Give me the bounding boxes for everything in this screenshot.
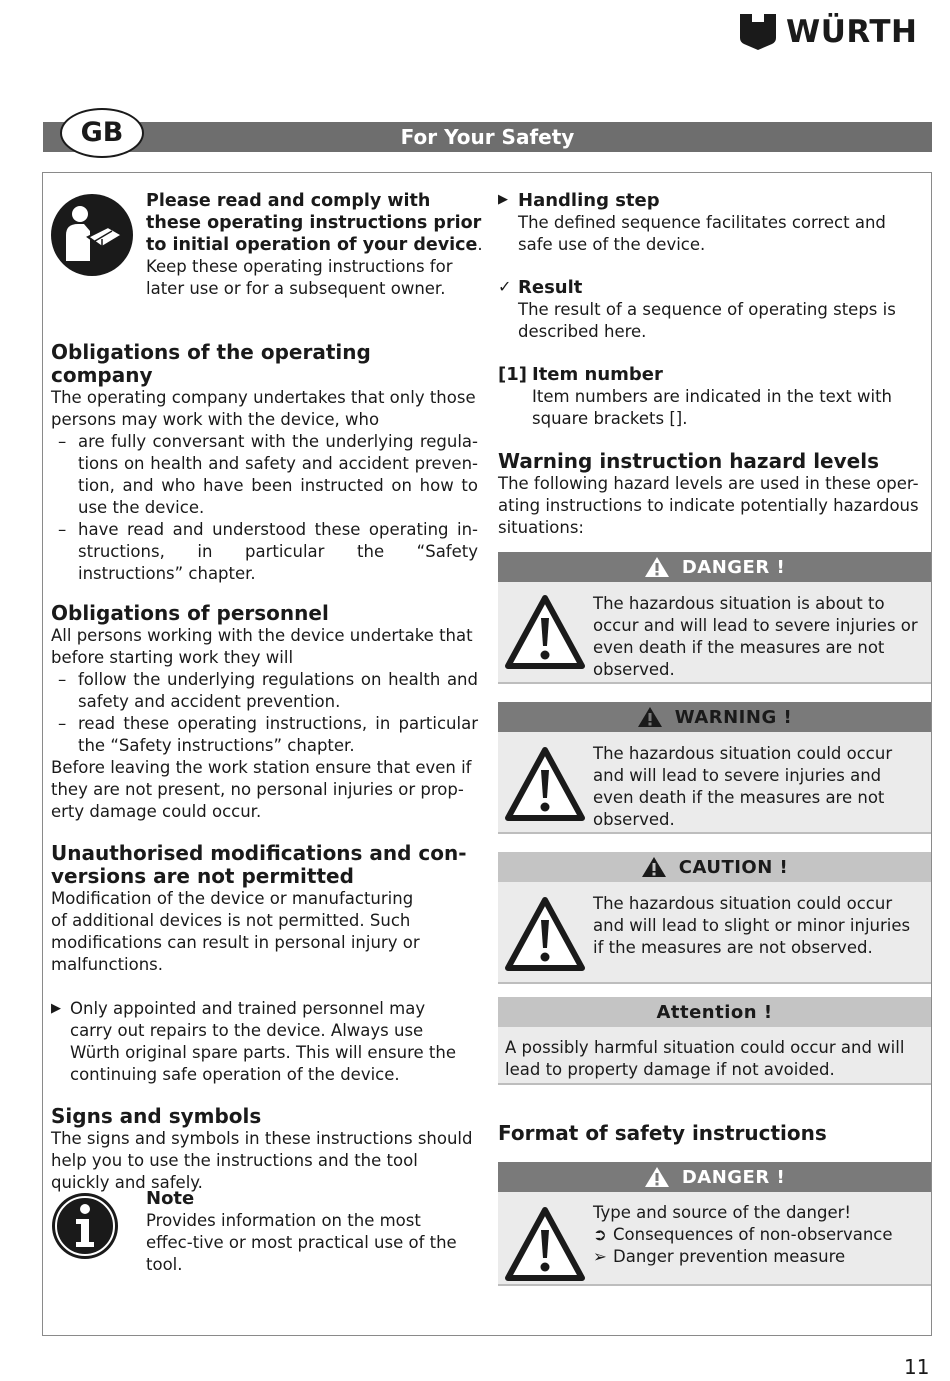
caution-box — [498, 852, 931, 984]
format-line-1: Type and source of the danger! — [593, 1203, 852, 1222]
page-title: For Your Safety — [400, 125, 575, 149]
danger-text: The hazardous situation is about to occur and will lead to severe injuries or even death if the measures are not observed. — [593, 594, 918, 679]
format-text — [593, 1202, 925, 1268]
obligations-personnel-text: All persons working with the device undertake that before starting work they will — [51, 626, 473, 667]
language-badge: GB — [60, 108, 144, 158]
obligations-personnel-title: Obligations of personnel — [51, 601, 329, 625]
obligations-personnel-after: Before leaving the work station ensure that even if they are not present, no personal injuries or prop-erty damage could occur. — [51, 758, 472, 821]
format-title: Format of safety instructions — [498, 1121, 827, 1145]
warning-triangle-icon — [644, 556, 670, 578]
page-number: 11 — [904, 1355, 930, 1379]
note-text: Provides information on the most effec-tive or most practical use of the tool. — [146, 1211, 457, 1274]
hazard-levels-text: The following hazard levels are used in these oper-ating instructions to indicate potentially hazardous situations: — [498, 474, 919, 537]
modifications-title: Unauthorised modifications and con-versions are not permitted — [51, 841, 467, 888]
handling-legend: ▶ Handling step The defined sequence facilitates correct and safe use of the device. — [498, 190, 886, 254]
format-line-2: ➲ Consequences of non-observance — [593, 1225, 893, 1244]
arrow-circle-icon: ➲ — [593, 1225, 607, 1244]
item-number-legend: [1] Item number Item numbers are indicated in the text with square brackets []. — [498, 364, 893, 428]
warning-box — [498, 702, 931, 834]
result-legend: ✓ Result The result of a sequence of operating steps is described here. — [498, 277, 896, 341]
right-column — [498, 190, 923, 539]
warning-triangle-icon — [504, 1206, 586, 1282]
hazard-levels-title: Warning instruction hazard levels — [498, 449, 879, 473]
warning-triangle-icon — [641, 856, 667, 878]
handling-step-item: ▶ Only appointed and trained personnel may carry out repairs to the device. Always use Würth original spare parts. This will ensure the continuing safe operation of the device. — [51, 999, 456, 1084]
list-item: – read these operating instructions, in particular the “Safety instructions” chapter. — [58, 714, 478, 755]
danger-box — [498, 552, 931, 684]
warning-triangle-icon — [644, 1166, 670, 1188]
triangle-right-icon: ▶ — [51, 1001, 61, 1016]
obligations-company-title: Obligations of the operating company — [51, 340, 371, 387]
warning-header: WARNING ! — [498, 702, 931, 732]
caution-header: CAUTION ! — [498, 852, 931, 882]
caution-text: The hazardous situation could occur and will lead to slight or minor injuries if the measures are not observed. — [593, 894, 911, 957]
left-column — [51, 341, 478, 1194]
list-item: – are fully conversant with the underlying regula-tions on health and safety and accident preven-tion, and who have been instructed on how to use the device. — [58, 432, 478, 517]
modifications-text: Modification of the device or manufacturing of additional devices is not permitted. Such modifications can result in personal injury or malfunctions. — [51, 889, 420, 974]
intro-rest: . Keep these operating instructions for later use or for a subsequent owner. — [146, 235, 483, 298]
triangle-right-icon: ▶ — [498, 192, 508, 207]
brand-name: WÜRTH — [786, 14, 918, 50]
signs-text: The signs and symbols in these instructions should help you to use the instructions and the tool quickly and safely. — [51, 1129, 473, 1192]
list-item: – have read and understood these operating in-structions, in particular the “Safety instructions” chapter. — [58, 520, 478, 583]
list-item: – follow the underlying regulations on health and safety and accident prevention. — [58, 670, 478, 711]
attention-header: Attention ! — [498, 997, 931, 1027]
danger-header: DANGER ! — [498, 552, 931, 582]
warning-triangle-icon — [637, 706, 663, 728]
warning-triangle-icon — [504, 896, 586, 972]
note-block — [146, 1188, 471, 1276]
info-icon — [51, 1192, 119, 1260]
note-title: Note — [146, 1188, 195, 1209]
read-manual-icon — [50, 193, 134, 277]
intro-paragraph — [146, 190, 484, 300]
signs-title: Signs and symbols — [51, 1104, 262, 1128]
wurth-emblem-icon — [738, 12, 778, 52]
format-danger-header: DANGER ! — [498, 1162, 931, 1192]
format-line-3: ➢ Danger prevention measure — [593, 1247, 846, 1266]
intro-bold: Please read and comply with these operating instructions prior to initial operation of your device — [146, 191, 482, 255]
chevron-right-icon: ➢ — [593, 1247, 607, 1266]
format-danger-box — [498, 1162, 931, 1286]
warning-triangle-icon — [504, 594, 586, 670]
checkmark-icon: ✓ — [498, 277, 512, 296]
wurth-logo — [738, 12, 917, 52]
warning-text: The hazardous situation could occur and will lead to severe injuries and even death if the measures are not observed. — [593, 744, 893, 829]
obligations-company-text: The operating company undertakes that only those persons may work with the device, who — [51, 388, 476, 429]
warning-triangle-icon — [504, 746, 586, 822]
attention-box — [498, 997, 931, 1085]
attention-text: A possibly harmful situation could occur and will lead to property damage if not avoided. — [505, 1038, 905, 1079]
